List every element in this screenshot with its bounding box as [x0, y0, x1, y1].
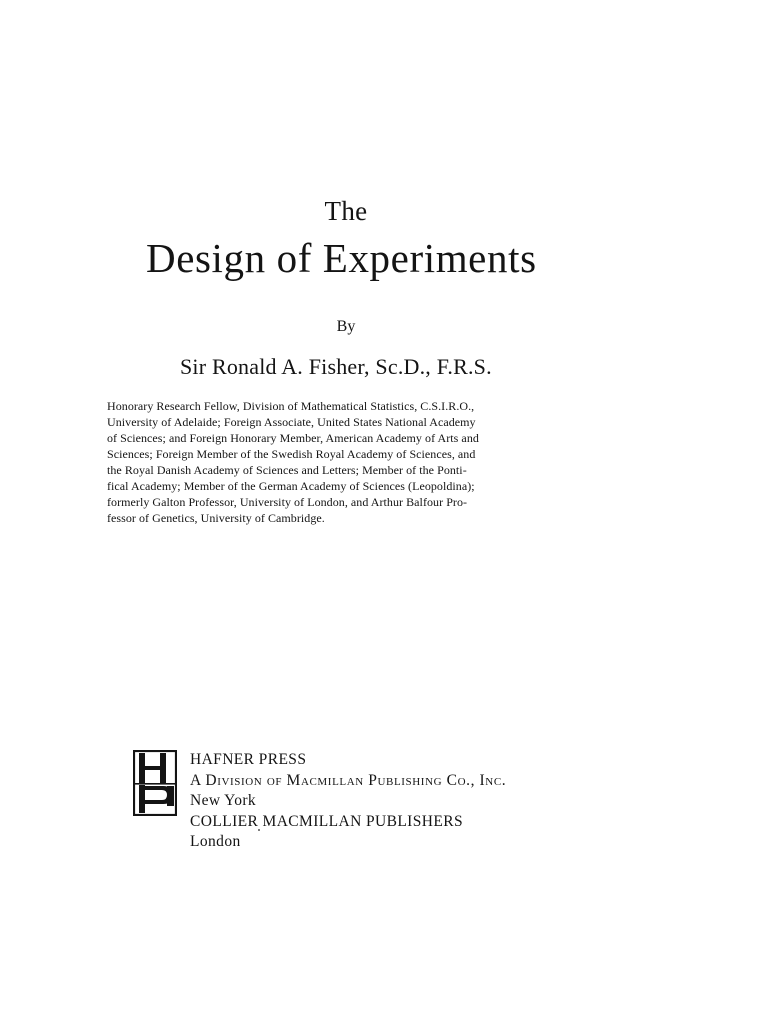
credentials-line: the Royal Danish Academy of Sciences and Letters; Member of the Ponti-	[107, 463, 467, 477]
publisher-division: A Division of Macmillan Publishing Co., Inc.	[190, 771, 507, 789]
title-the: The	[324, 196, 368, 226]
credentials-line: of Sciences; and Foreign Honorary Member, American Academy of Arts and	[107, 431, 479, 445]
credentials-line: fessor of Genetics, University of Cambridge.	[107, 511, 325, 525]
author-credentials	[107, 398, 567, 526]
credentials-line: formerly Galton Professor, University of London, and Arthur Balfour Pro-	[107, 495, 468, 509]
credentials-line: University of Adelaide; Foreign Associate, United States National Academy	[107, 415, 476, 429]
credentials-line: Honorary Research Fellow, Division of Mathematical Statistics, C.S.I.R.O.,	[107, 399, 475, 413]
credentials-line: fical Academy; Member of the German Academy of Sciences (Leopoldina);	[107, 479, 475, 493]
book-title: Design of Experiments	[146, 235, 537, 281]
publisher-logo	[133, 750, 177, 816]
publisher-city-new-york: New York	[190, 792, 257, 809]
publisher-block	[190, 750, 506, 853]
credentials-line: Sciences; Foreign Member of the Swedish Royal Academy of Sciences, and	[107, 447, 476, 461]
author-name: Sir Ronald A. Fisher, Sc.D., F.R.S.	[180, 354, 492, 379]
print-speck	[258, 829, 260, 831]
byline: By	[336, 318, 356, 335]
publisher-name-collier: COLLIER MACMILLAN PUBLISHERS	[190, 812, 463, 830]
publisher-name: HAFNER PRESS	[190, 751, 307, 768]
publisher-city-london: London	[190, 833, 241, 850]
